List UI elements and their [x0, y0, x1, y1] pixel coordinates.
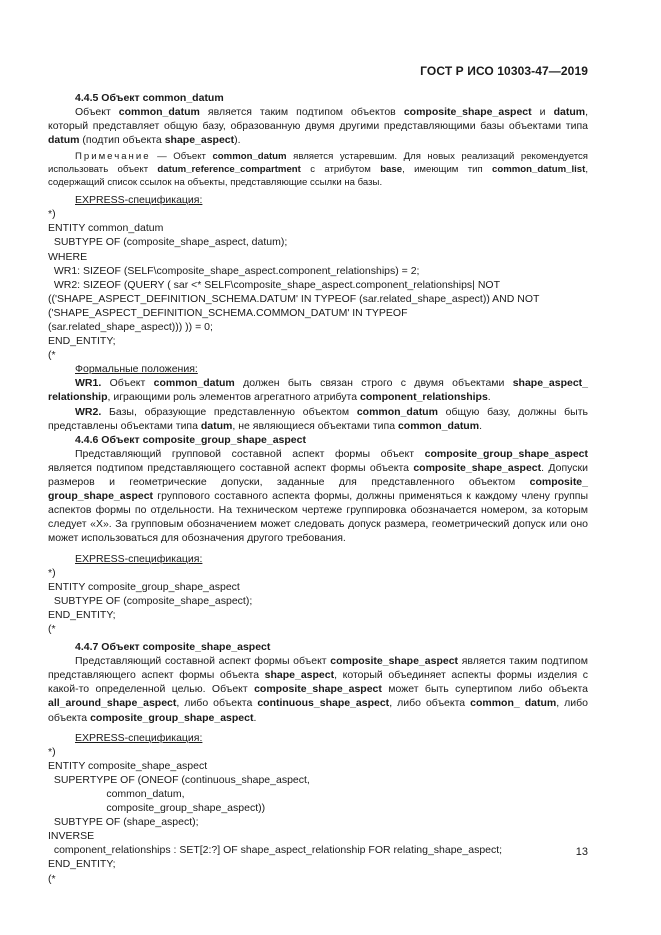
express-label: EXPRESS-спецификация: — [75, 194, 203, 207]
page-number: 13 — [575, 846, 588, 858]
rule-wr1: WR1. Объект common_datum должен быть связан строго с двумя объектами shape_aspect_ relationship, играющими роль элементов агрегатного атрибута component_relationships. — [48, 377, 588, 404]
express-code-block: *) ENTITY composite_group_shape_aspect SUBTYPE OF (composite_shape_aspect); END_ENTITY; (* — [48, 566, 253, 635]
page-content — [48, 91, 588, 886]
paragraph: Представляющий групповой составной аспект формы объект composite_group_shape_aspect является подтипом представляющего составной аспект формы объекта composite_shape_aspect. Допуски размеров и геометрические допуски, заданные для представленного объектом composite_ group_shape_aspect группового составного аспекта формы, должны применяться к каждому члену группы аспектов формы по отдельности. На техническом чертеже группировка обозначается номером, за которым следует «X». За групповым обозначением может следовать допуск размера, геометрический допуск или оно может использоваться для обозначения другого требования. — [48, 447, 588, 545]
formal-label: Формальные положения: — [75, 363, 198, 376]
paragraph: Представляющий составной аспект формы объект composite_shape_aspect является таким подтипом представляющего аспект формы объекта shape_aspect, который объединяет аспекты формы изделия с какой-то определенной целью. Объект composite_shape_aspect может быть супертипом либо объекта all_around_shape_aspect, либо объекта continuous_shape_aspect, либо объекта common_ datum, либо объекта composite_group_shape_aspect. — [48, 655, 588, 724]
document-code-header: ГОСТ Р ИСО 10303-47—2019 — [420, 64, 588, 78]
paragraph: Объект common_datum является таким подтипом объектов composite_shape_aspect и datum, который представляет общую базу, образованную двумя другими представляющими базы объектами типа datum (подтип объекта shape_aspect). — [48, 106, 588, 147]
express-code-block: *) ENTITY composite_shape_aspect SUPERTYPE OF (ONEOF (continuous_shape_aspect, common_datum, composite_group_shape_aspect)) SUBTYPE OF (shape_aspect); INVERSE component_relationships : SET[2:?] OF shape_aspect_relationship FOR relating_shape_aspect; END_ENTITY; (* — [48, 745, 503, 885]
note: Примечание — Объект common_datum является устаревшим. Для новых реализаций рекомендуется использовать объект datum_reference_compartment с атрибутом base, имеющим тип common_datum_list, содержащий список ссылок на объекты, представляющие ссылки на базы. — [48, 151, 589, 188]
section-heading-4-4-6: 4.4.6 Объект composite_group_shape_aspect — [75, 433, 306, 446]
express-label: EXPRESS-спецификация: — [75, 552, 203, 565]
rule-wr2: WR2. Базы, образующие представленную объектом common_datum общую базу, должны быть представлены объектами типа datum, не являющиеся объектами типа common_datum. — [48, 405, 588, 432]
section-heading-4-4-5: 4.4.5 Объект common_datum — [75, 92, 224, 104]
note-label: Примечание — [75, 151, 151, 163]
express-label: EXPRESS-спецификация: — [75, 731, 203, 744]
section-heading-4-4-7: 4.4.7 Объект composite_shape_aspect — [75, 641, 271, 654]
express-code-block: *) ENTITY common_datum SUBTYPE OF (composite_shape_aspect, datum); WHERE WR1: SIZEOF (SELF\composite_shape_aspect.component_relationships) = 2; WR2: SIZEOF (QUERY ( sar <* SELF\composite_shape_aspect.component_relationships| NOT (('SHAPE_ASPECT_DEFINITION_SCHEMA.DATUM' IN TYPEOF (sar.related_shape_aspect)) AND NOT ('SHAPE_ASPECT_DEFINITION_SCHEMA.COMMON_DATUM' IN TYPEOF (sar.related_shape_aspect))) )) = 0; END_ENTITY; (* — [48, 208, 540, 362]
